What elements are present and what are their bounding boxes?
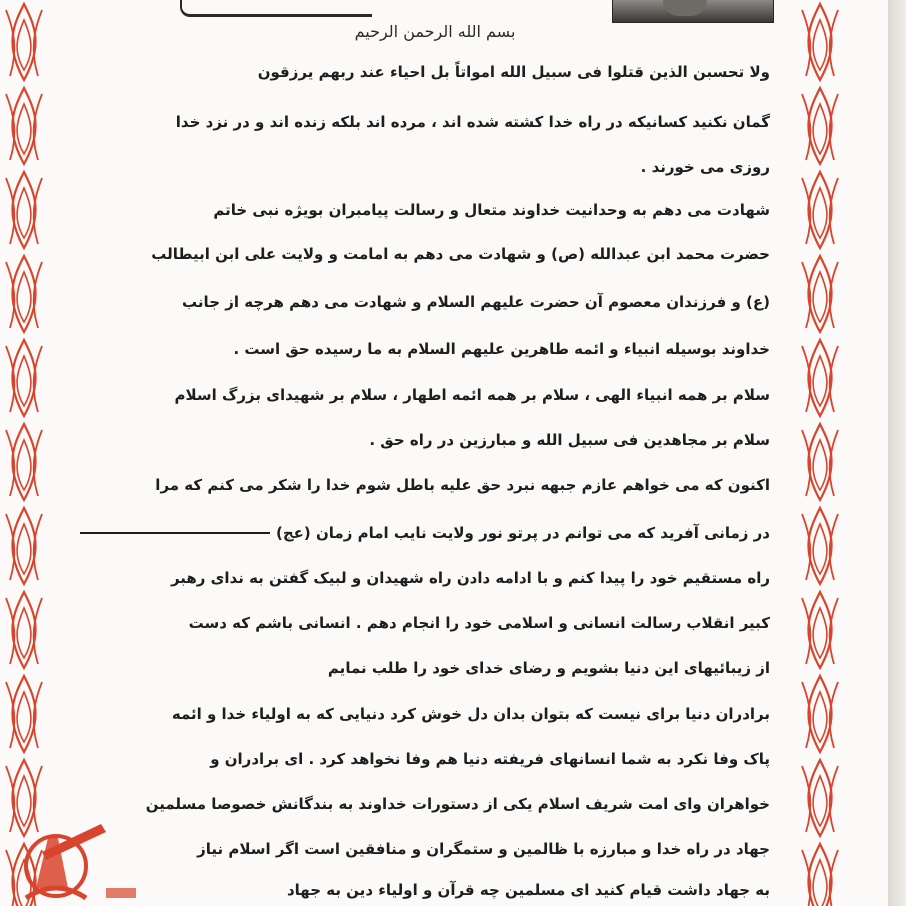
flame-ornament	[6, 676, 42, 752]
flame-ornament	[802, 760, 838, 836]
text-line-16: پاک وفا نکرد به شما انسانهای فریفته دنیا هم وفا نخواهد کرد . ای برادران و	[210, 750, 770, 768]
text-line-17: خواهران وای امت شریف اسلام یکی از دستورات خداوند به بندگانش خصوصا مسلمین	[145, 795, 770, 813]
flame-ornament	[802, 88, 838, 164]
flame-ornament	[6, 4, 42, 80]
flame-ornament	[6, 508, 42, 584]
flame-ornament	[802, 256, 838, 332]
flame-ornament	[802, 172, 838, 248]
text-line-1: ولا تحسبن الذین قتلوا فی سبیل الله امواتاً بل احیاء عند ربهم یرزقون	[257, 63, 770, 81]
flame-ornament	[802, 424, 838, 500]
flame-ornament	[802, 592, 838, 668]
page-edge	[888, 0, 906, 906]
text-line-15: برادران دنیا برای نیست که بتوان بدان دل خوش کرد دنیایی که به اولیاء خدا و ائمه	[171, 705, 770, 723]
header-calligraphy-fragment	[180, 0, 372, 17]
text-line-7: خداوند بوسیله انبیاء و ائمه طاهرین علیهم السلام به ما رسیده حق است .	[233, 340, 770, 358]
text-line-19: به جهاد داشت قیام کنید ای مسلمین چه قرآن و اولیاء دین به جهاد	[286, 881, 770, 899]
text-line-4: شهادت می دهم به وحدانیت خداوند متعال و رسالت پیامبران بویژه نبی خاتم	[213, 201, 770, 219]
flame-ornament	[6, 592, 42, 668]
text-line-3: روزی می خورند .	[640, 158, 770, 176]
irgc-emblem	[6, 818, 156, 906]
text-line-9: سلام بر مجاهدین فی سبیل الله و مبارزین در راه حق .	[369, 431, 770, 449]
right-ornamental-border	[796, 0, 844, 906]
text-line-18: جهاد در راه خدا و مبارزه با ظالمین و ستمگران و منافقین است اگر اسلام نیاز	[197, 840, 770, 858]
text-line-13: کبیر انقلاب رسالت انسانی و اسلامی خود را انجام دهم . انسانی باشم که دست	[188, 614, 770, 632]
photo-portrait	[663, 0, 707, 16]
flame-ornament	[6, 88, 42, 164]
flame-ornament	[802, 340, 838, 416]
flame-ornament	[802, 676, 838, 752]
flame-ornament	[802, 508, 838, 584]
text-line-5: حضرت محمد ابن عبدالله (ص) و شهادت می دهم به امامت و ولایت علی ابن ابیطالب	[151, 245, 770, 263]
text-line-11: در زمانی آفرید که می توانم در پرتو نور ولایت نایب امام زمان (عج)	[276, 524, 770, 542]
bismillah-heading: بسم الله الرحمن الرحيم	[354, 22, 516, 41]
blank-underline	[80, 532, 270, 534]
left-ornamental-border	[0, 0, 48, 906]
flame-ornament	[6, 424, 42, 500]
text-line-10: اکنون که می خواهم عازم جبهه نبرد حق علیه باطل شوم خدا را شکر می کنم که مرا	[155, 476, 770, 494]
flame-ornament	[6, 172, 42, 248]
martyr-photo	[612, 0, 774, 23]
text-line-8: سلام بر همه انبیاء الهی ، سلام بر همه ائمه اطهار ، سلام بر شهیدای بزرگ اسلام	[174, 386, 770, 404]
flame-ornament	[802, 844, 838, 906]
text-line-2: گمان نکنید کسانیکه در راه خدا کشته شده اند ، مرده اند بلکه زنده اند و در نزد خدا	[175, 113, 770, 131]
text-line-6: (ع) و فرزندان معصوم آن حضرت علیهم السلام و شهادت می دهم هرچه از جانب	[182, 293, 770, 311]
text-line-12: راه مستقیم خود را پیدا کنم و با ادامه دادن راه شهیدان و لبیک گفتن به ندای رهبر	[170, 569, 770, 587]
text-line-14: از زیبائیهای این دنیا بشویم و رضای خدای خود را طلب نمایم	[327, 659, 770, 677]
flame-ornament	[802, 4, 838, 80]
flame-ornament	[6, 256, 42, 332]
flame-ornament	[6, 340, 42, 416]
